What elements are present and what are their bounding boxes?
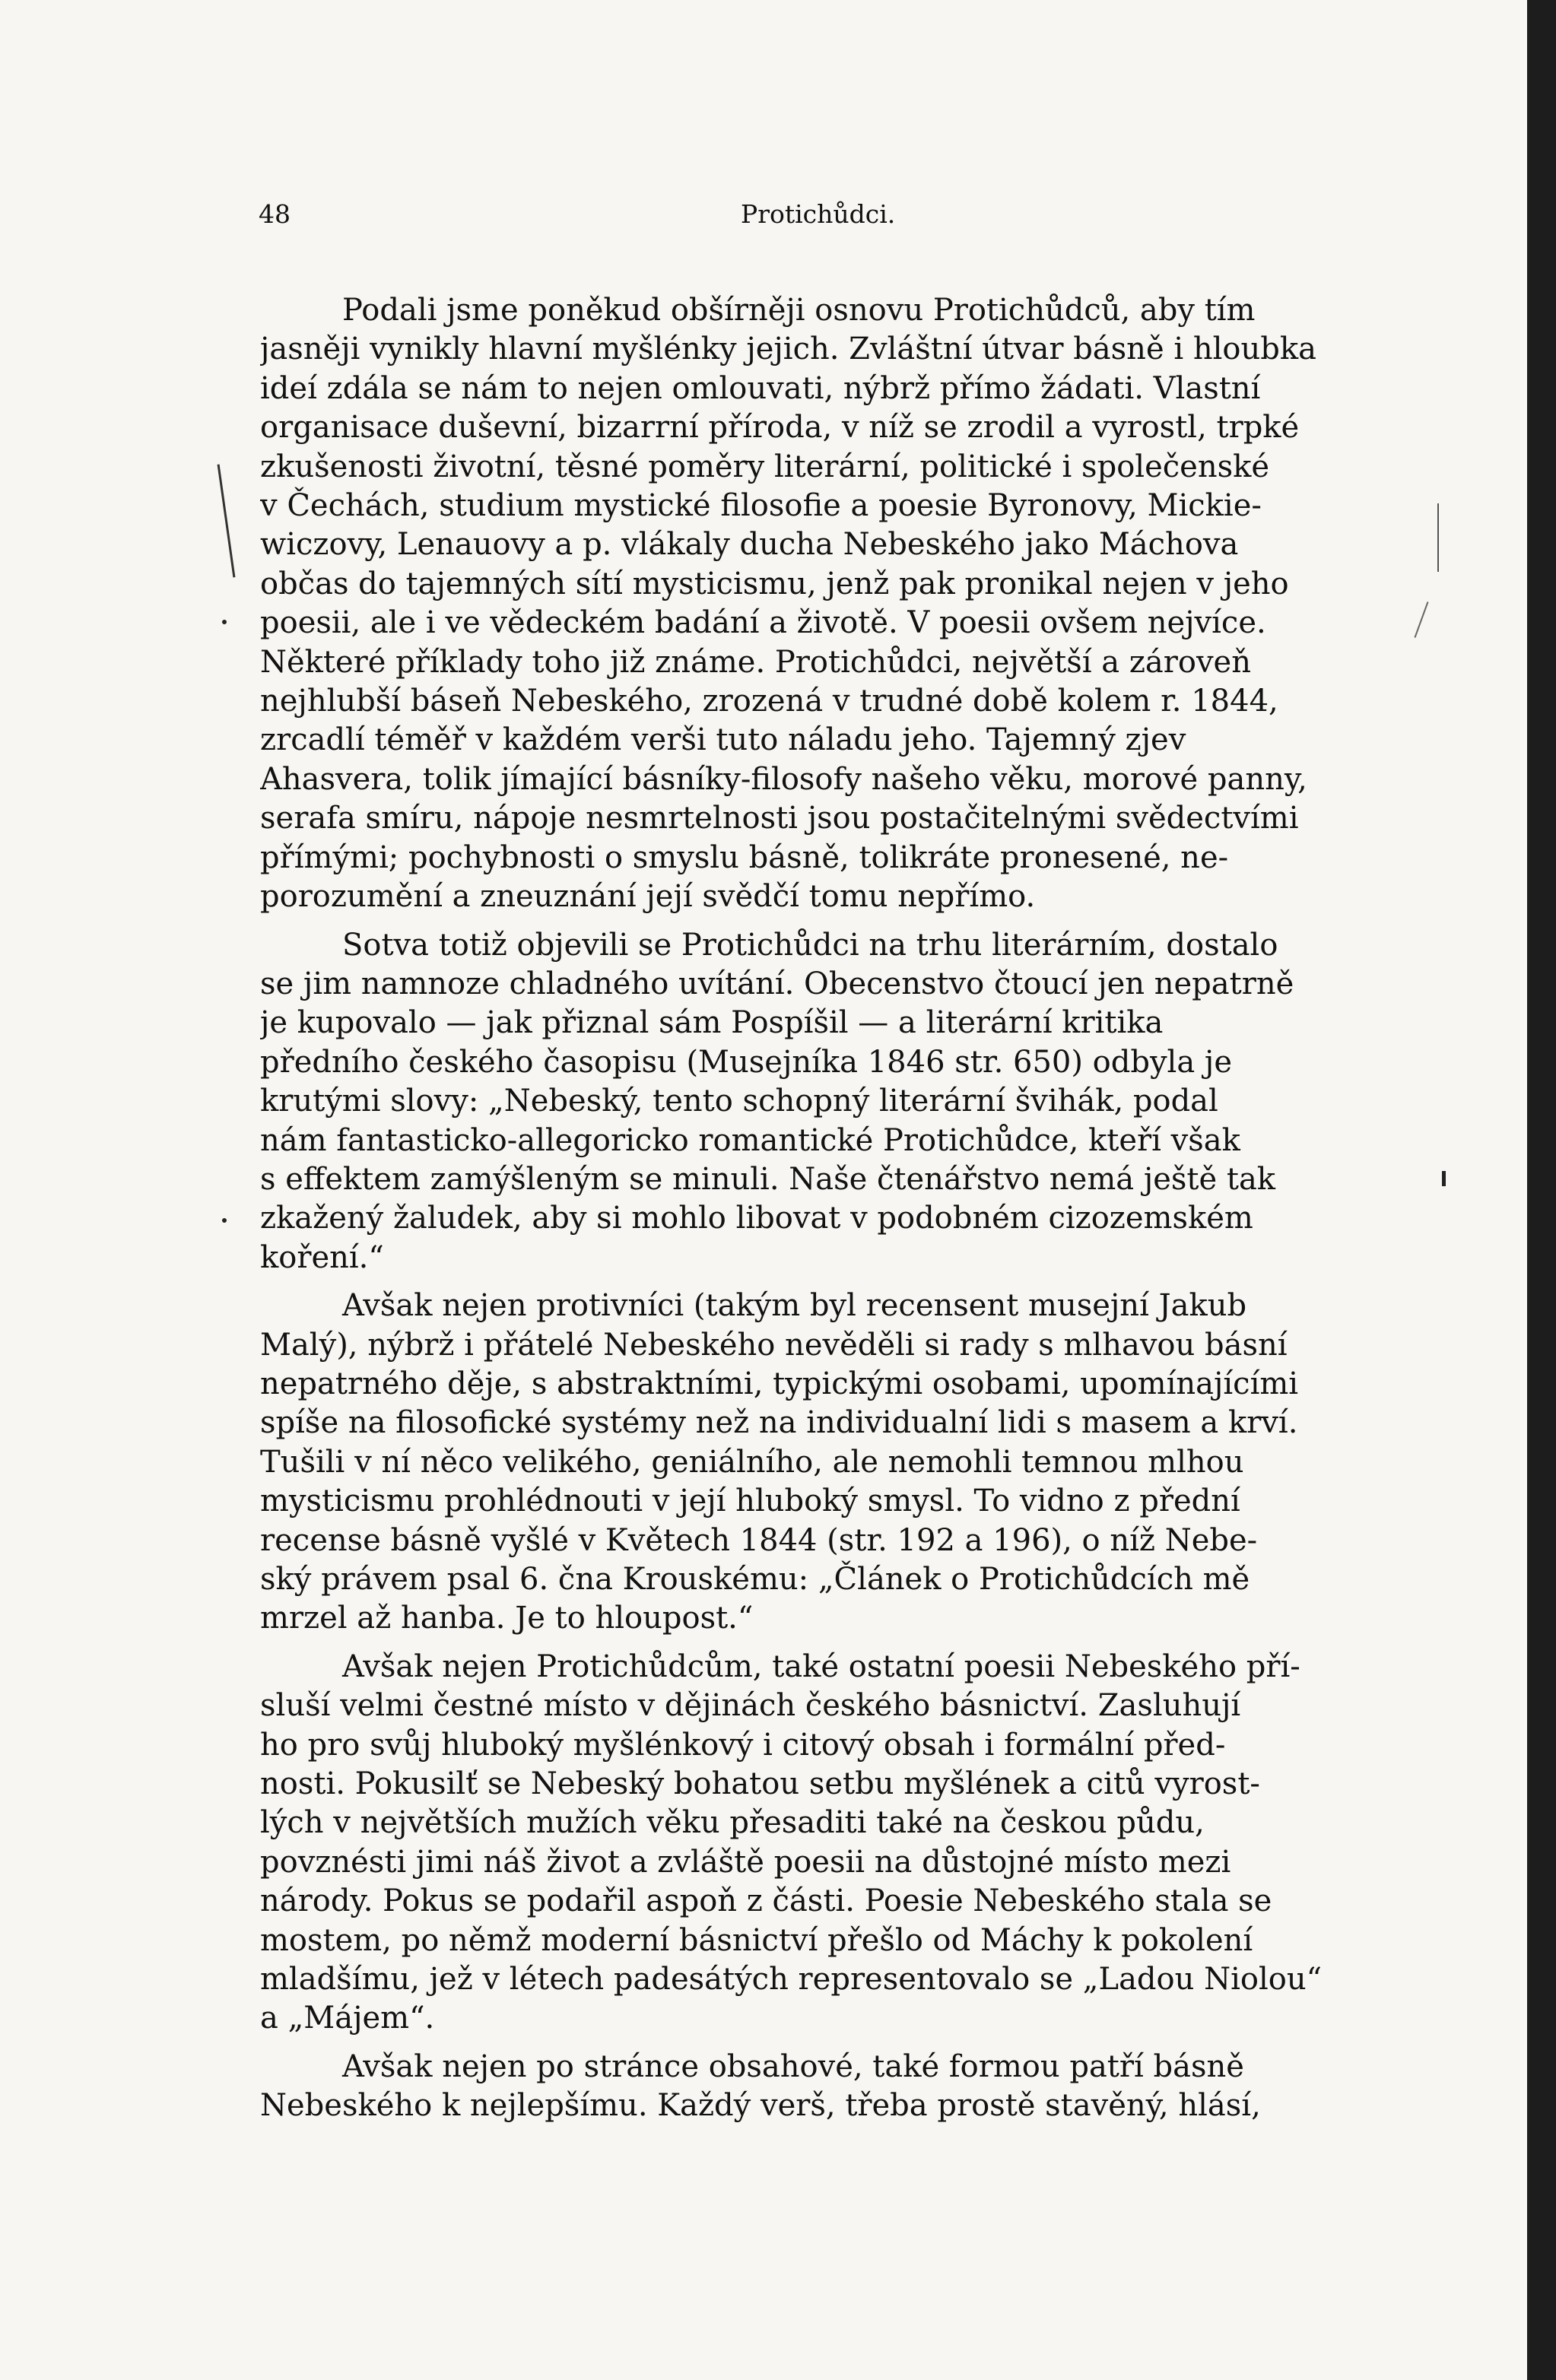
margin-dot-mark: [222, 620, 227, 624]
text-line: předního českého časopisu (Musejníka 1846 str. 650) odbyla je: [260, 1044, 1232, 1080]
paragraph-3: [260, 1287, 1390, 1639]
text-line: mrzel až hanba. Je to hloupost.“: [260, 1601, 754, 1636]
text-line: serafa smíru, nápoje nesmrtelnosti jsou postačitelnými svědectvími: [260, 801, 1299, 836]
text-line: Malý), nýbrž i přátelé Nebeského nevěděli si rady s mlhavou básní: [260, 1327, 1288, 1363]
text-line: Avšak nejen Protichůdcům, také ostatní poesii Nebeského pří-: [342, 1649, 1300, 1684]
scan-edge-border: [1527, 0, 1556, 2380]
text-line: jasněji vynikly hlavní myšlénky jejich. Zvláštní útvar básně i hloubka: [260, 332, 1316, 367]
margin-bracket-mark: [1437, 503, 1439, 572]
text-line: mostem, po němž moderní básnictví přešlo od Máchy k pokolení: [260, 1922, 1253, 1958]
text-line: mladšímu, jež v létech padesátých representovalo se „Ladou Niolou“: [260, 1962, 1323, 1998]
text-line: mysticismu prohlédnouti v její hluboký smysl. To vidno z přední: [260, 1484, 1240, 1519]
text-line: nám fantasticko-allegoricko romantické Protichůdce, kteří však: [260, 1122, 1240, 1158]
running-title: Protichůdci.: [741, 199, 896, 229]
text-line: koření.“: [260, 1239, 384, 1275]
text-line: ideí zdála se nám to nejen omlouvati, nýbrž přímo žádati. Vlastní: [260, 370, 1261, 406]
text-line: ho pro svůj hluboký myšlénkový i citový obsah i formální před-: [260, 1727, 1226, 1763]
text-line: wiczovy, Lenauovy a p. vlákaly ducha Nebeského jako Máchova: [260, 527, 1239, 563]
margin-dot-mark: [222, 1218, 227, 1223]
text-line: Avšak nejen po stránce obsahové, také formou patří básně: [342, 2048, 1244, 2084]
text-line: zkažený žaludek, aby si mohlo libovat v podobném cizozemském: [260, 1201, 1253, 1236]
paragraph-2: [260, 926, 1390, 1278]
text-line: se jim namnoze chladného uvítání. Obecenstvo čtoucí jen nepatrně: [260, 966, 1294, 1001]
text-line: Sotva totiž objevili se Protichůdci na trhu literárním, dostalo: [342, 927, 1278, 963]
text-line: ský právem psal 6. čna Krouskému: „Článek o Protichůdcích mě: [260, 1562, 1250, 1597]
page-number: 48: [259, 199, 291, 229]
body-text: [260, 291, 1390, 2135]
text-line: v Čechách, studium mystické filosofie a poesie Byronovy, Mickie-: [260, 488, 1262, 524]
text-line: je kupovalo — jak přiznal sám Pospíšil — a literární kritika: [260, 1005, 1164, 1041]
text-line: s effektem zamýšleným se minuli. Naše čtenářstvo nemá ještě tak: [260, 1161, 1276, 1197]
text-line: Tušili v ní něco velikého, geniálního, ale nemohli temnou mlhou: [260, 1444, 1244, 1480]
text-line: Některé příklady toho již známe. Protichůdci, největší a zároveň: [260, 644, 1251, 680]
text-line: zkušenosti životní, těsné poměry literární, politické i společenské: [260, 449, 1270, 484]
text-line: Ahasvera, tolik jímající básníky-filosofy našeho věku, morové panny,: [260, 761, 1307, 797]
page-header: [259, 199, 1392, 245]
paragraph-5: [260, 2048, 1390, 2126]
text-line: poesii, ale i ve vědeckém badání a životě. V poesii ovšem nejvíce.: [260, 605, 1266, 641]
text-line: nepatrného děje, s abstraktními, typickými osobami, upomínajícími: [260, 1366, 1299, 1401]
text-line: Avšak nejen protivníci (takým byl recensent musejní Jakub: [342, 1288, 1247, 1324]
margin-bracket-mark: [1415, 601, 1429, 638]
text-line: nosti. Pokusilť se Nebeský bohatou setbu myšlének a citů vyrost-: [260, 1766, 1260, 1802]
text-line: a „Májem“.: [260, 2001, 435, 2036]
text-line: občas do tajemných sítí mysticismu, jenž pak pronikal nejen v jeho: [260, 566, 1289, 601]
text-line: Podali jsme poněkud obšírněji osnovu Protichůdců, aby tím: [342, 293, 1256, 328]
text-line: recense básně vyšlé v Květech 1844 (str. 192 a 196), o níž Nebe-: [260, 1522, 1258, 1558]
text-line: Nebeského k nejlepšímu. Každý verš, třeba prostě stavěný, hlásí,: [260, 2088, 1261, 2124]
text-line: lých v největších mužích věku přesaditi také na českou půdu,: [260, 1805, 1205, 1841]
text-line: nejhlubší báseň Nebeského, zrozená v trudné době kolem r. 1844,: [260, 684, 1278, 719]
text-line: porozumění a zneuznání její svědčí tomu nepřímo.: [260, 879, 1036, 915]
margin-dot-mark: [1442, 1171, 1446, 1186]
text-line: spíše na filosofické systémy než na individualní lidi s masem a krví.: [260, 1405, 1298, 1441]
text-line: zrcadlí téměř v každém verši tuto náladu jeho. Tajemný zjev: [260, 722, 1186, 758]
text-line: organisace duševní, bizarrní příroda, v níž se zrodil a vyrostl, trpké: [260, 410, 1300, 446]
text-line: krutými slovy: „Nebeský, tento schopný literární švihák, podal: [260, 1084, 1218, 1119]
text-line: povznésti jimi náš život a zvláště poesii na důstojné místo mezi: [260, 1844, 1231, 1880]
text-line: sluší velmi čestné místo v dějinách českého básnictví. Zasluhují: [260, 1688, 1241, 1724]
paragraph-1: [260, 291, 1390, 917]
text-line: přímými; pochybnosti o smyslu básně, tolikráte pronesené, ne-: [260, 839, 1229, 875]
margin-bracket-mark: [218, 465, 236, 578]
paragraph-4: [260, 1648, 1390, 2039]
text-line: národy. Pokus se podařil aspoň z části. Poesie Nebeského stala se: [260, 1883, 1272, 1919]
